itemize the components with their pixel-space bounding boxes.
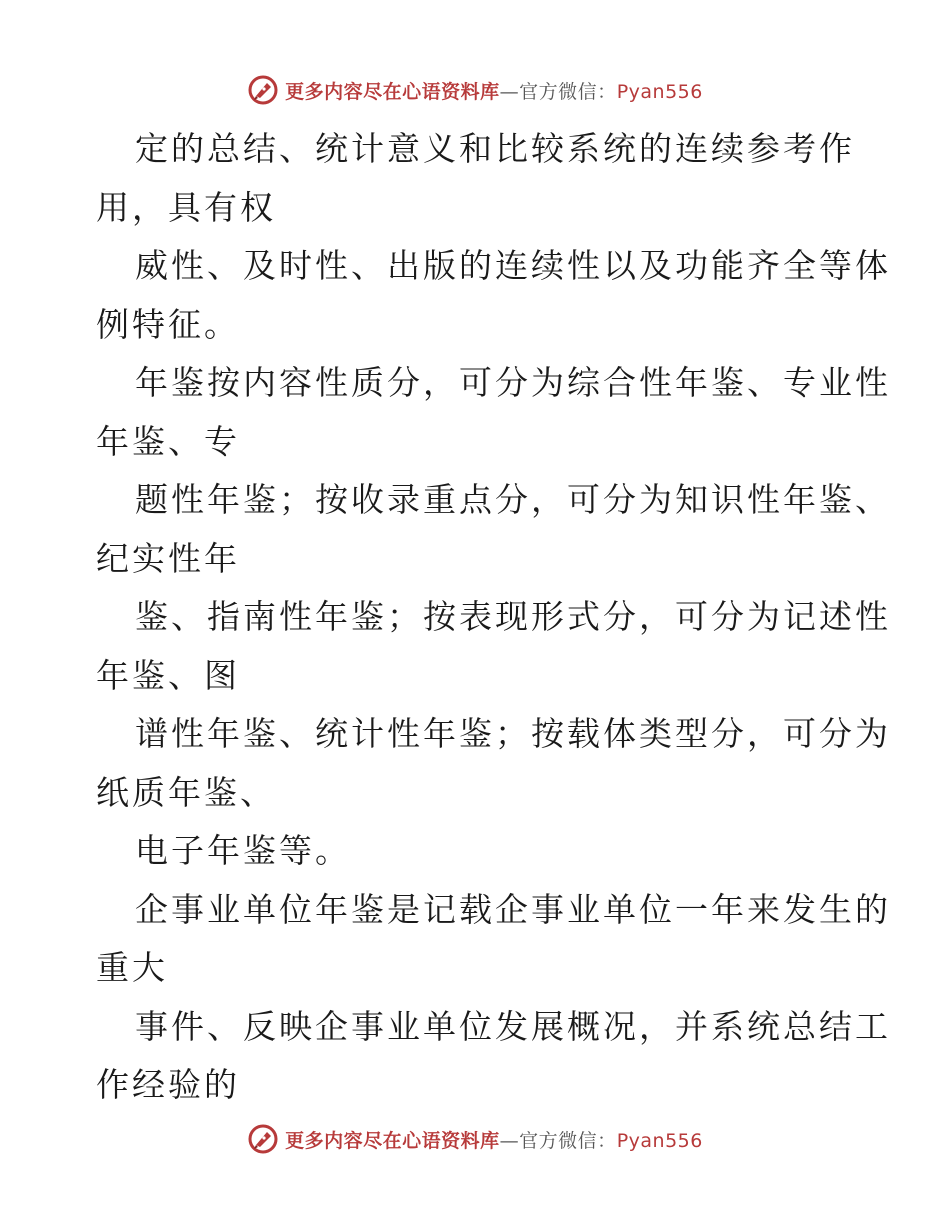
text-line: 重大 — [96, 948, 168, 987]
banner-text — [285, 1126, 703, 1153]
banner-text — [285, 77, 703, 104]
text-line: 鉴、指南性年鉴；按表现形式分，可分为记述性 — [135, 597, 891, 636]
text-line: 年鉴、专 — [96, 421, 240, 461]
text-line: 作经验的 — [96, 1065, 240, 1104]
text-line: 定的总结、统计意义和比较系统的连续参考作 — [135, 129, 855, 168]
banner-separator: — — [499, 80, 520, 103]
text-line: 纸质年鉴、 — [96, 772, 276, 812]
text-line: 用，具有权 — [96, 187, 276, 227]
text-line: 企事业单位年鉴是记载企事业单位一年来发生的 — [135, 889, 891, 929]
banner-label: 官方微信： — [519, 1129, 617, 1152]
pen-nib-logo-icon — [247, 74, 279, 106]
text-line: 谱性年鉴、统计性年鉴；按载体类型分，可分为 — [135, 714, 891, 753]
banner-wechat-id: Pyan556 — [616, 1129, 703, 1152]
text-line: 年鉴按内容性质分，可分为综合性年鉴、专业性 — [135, 363, 891, 402]
text-line: 事件、反映企事业单位发展概况，并系统总结工 — [135, 1006, 891, 1046]
header-banner — [0, 70, 950, 110]
banner-brand: 更多内容尽在心语资料库 — [285, 1129, 500, 1152]
pen-nib-logo-icon — [247, 1123, 279, 1155]
text-line: 题性年鉴；按收录重点分，可分为知识性年鉴、 — [135, 480, 891, 519]
text-line: 电子年鉴等。 — [135, 831, 351, 870]
banner-separator: — — [499, 1129, 520, 1152]
document-body — [96, 120, 891, 1115]
banner-label: 官方微信： — [519, 80, 617, 103]
text-line: 年鉴、图 — [96, 655, 240, 695]
banner-brand: 更多内容尽在心语资料库 — [285, 80, 500, 103]
footer-banner — [0, 1119, 950, 1159]
text-line: 威性、及时性、出版的连续性以及功能齐全等体 — [135, 246, 891, 285]
text-line: 例特征。 — [96, 304, 240, 344]
banner-wechat-id: Pyan556 — [616, 80, 703, 103]
text-line: 纪实性年 — [96, 538, 240, 578]
